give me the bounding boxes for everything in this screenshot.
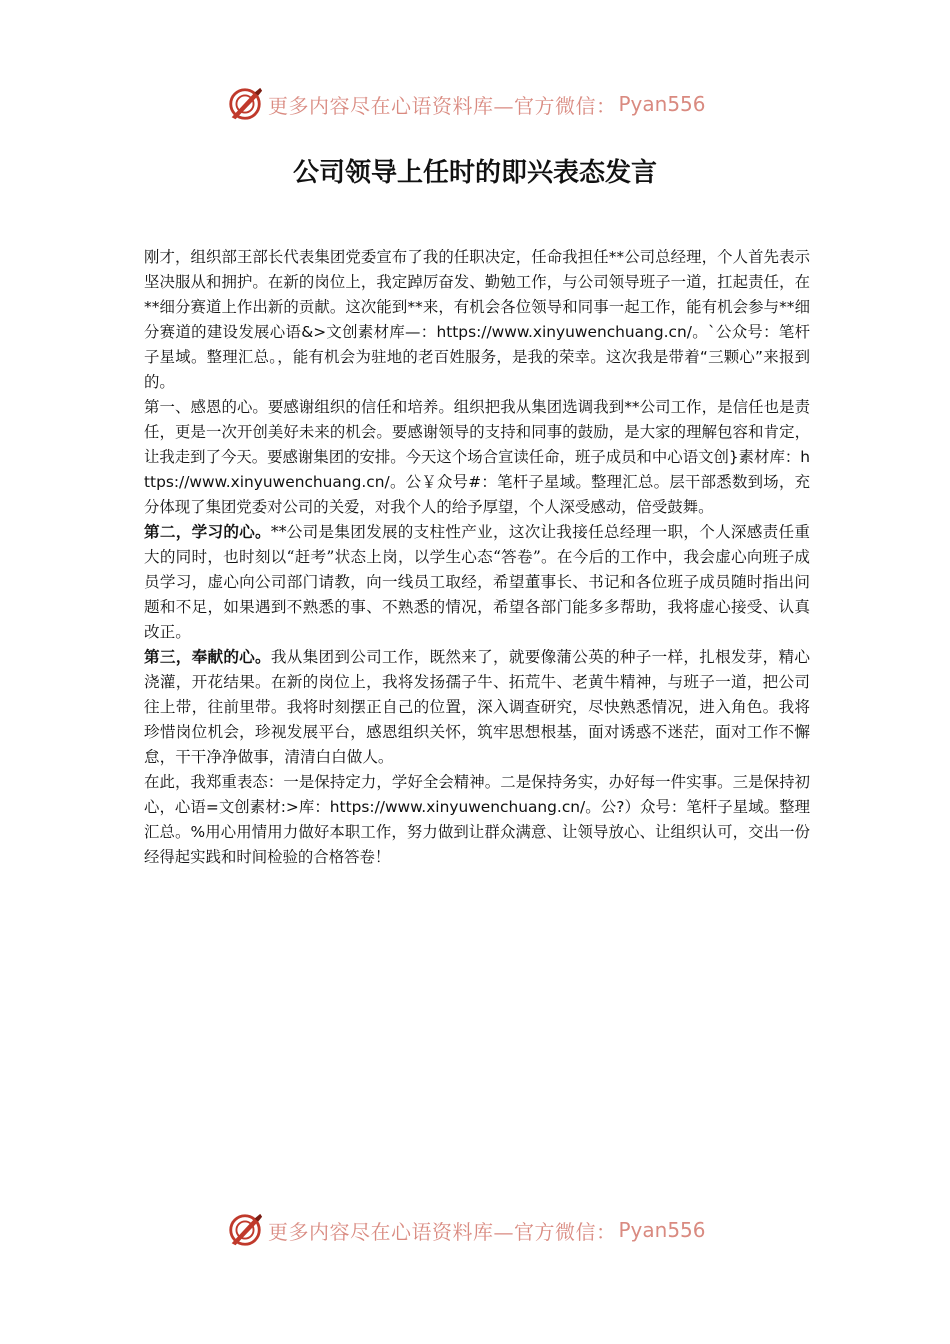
paragraph-5	[144, 770, 810, 870]
banner-wechat-id: Pyan556	[618, 1218, 706, 1242]
banner-text: 更多内容尽在心语资料库—官方微信：	[268, 93, 617, 118]
pen-logo-icon	[226, 85, 264, 123]
document-body	[144, 245, 810, 870]
paragraph-text: 刚才，组织部王部长代表集团党委宣布了我的任职决定，任命我担任**公司总经理，个人首先表示坚决服从和拥护。在新的岗位上，我定踔厉奋发、勤勉工作，与公司领导班子一道，扛起责任，在**细分赛道上作出新的贡献。这次能到**来，有机会各位领导和同事一起工作，能有机会参与**细分赛道的建设发展心语&>文创素材库—：https://www.xinyuwenchuang.cn/。`公众号：笔杆子星域。整理汇总。，能有机会为驻地的老百姓服务，是我的荣幸。这次我是带着“三颗心”来报到的。	[144, 248, 810, 391]
paragraph-text: 第一、感恩的心。要感谢组织的信任和培养。组织把我从集团选调我到**公司工作，是信任也是责任，更是一次开创美好未来的机会。要感谢领导的支持和同事的鼓励，是大家的理解包容和肯定，让我走到了今天。要感谢集团的安排。今天这个场合宣读任命，班子成员和中心语文创}素材库：https://www.xinyuwenchuang.cn/。公￥众号#：笔杆子星域。整理汇总。层干部悉数到场，充分体现了集团党委对公司的关爱，对我个人的给予厚望，个人深受感动，倍受鼓舞。	[144, 398, 810, 516]
pen-logo-icon	[226, 1211, 264, 1249]
paragraph-3	[144, 520, 810, 645]
header-banner	[226, 84, 706, 124]
document-title: 公司领导上任时的即兴表态发言	[292, 158, 657, 188]
paragraph-2	[144, 395, 810, 520]
paragraph-text: 我从集团到公司工作，既然来了，就要像蒲公英的种子一样，扎根发芽，精心浇灌，开花结果。在新的岗位上，我将发扬孺子牛、拓荒牛、老黄牛精神，与班子一道，把公司往上带，往前里带。我将时刻摆正自己的位置，深入调查研究，尽快熟悉情况，进入角色。我将珍惜岗位机会，珍视发展平台，感恩组织关怀，筑牢思想根基，面对诱惑不迷茫，面对工作不懈怠，干干净净做事，清清白白做人。	[144, 648, 810, 766]
paragraph-text: **公司是集团发展的支柱性产业，这次让我接任总经理一职，个人深感责任重大的同时，也时刻以“赶考”状态上岗，以学生心态“答卷”。在今后的工作中，我会虚心向班子成员学习，虚心向公司部门请教，向一线员工取经，希望董事长、书记和各位班子成员随时指出问题和不足，如果遇到不熟悉的事、不熟悉的情况，希望各部门能多多帮助，我将虚心接受、认真改正。	[144, 523, 810, 641]
paragraph-text: 在此，我郑重表态：一是保持定力，学好全会精神。二是保持务实，办好每一件实事。三是保持初心，心语=文创素材:>库：https://www.xinyuwenchuang.cn/。公?）众号：笔杆子星域。整理汇总。%用心用情用力做好本职工作，努力做到让群众满意、让领导放心、让组织认可，交出一份经得起实践和时间检验的合格答卷！	[144, 773, 810, 866]
paragraph-1	[144, 245, 810, 395]
footer-banner	[226, 1210, 706, 1250]
paragraph-lead: 第三，奉献的心。	[144, 648, 271, 666]
banner-text: 更多内容尽在心语资料库—官方微信：	[268, 1219, 617, 1244]
banner-wechat-id: Pyan556	[618, 92, 706, 116]
paragraph-lead: 第二，学习的心。	[144, 523, 271, 541]
paragraph-4	[144, 645, 810, 770]
